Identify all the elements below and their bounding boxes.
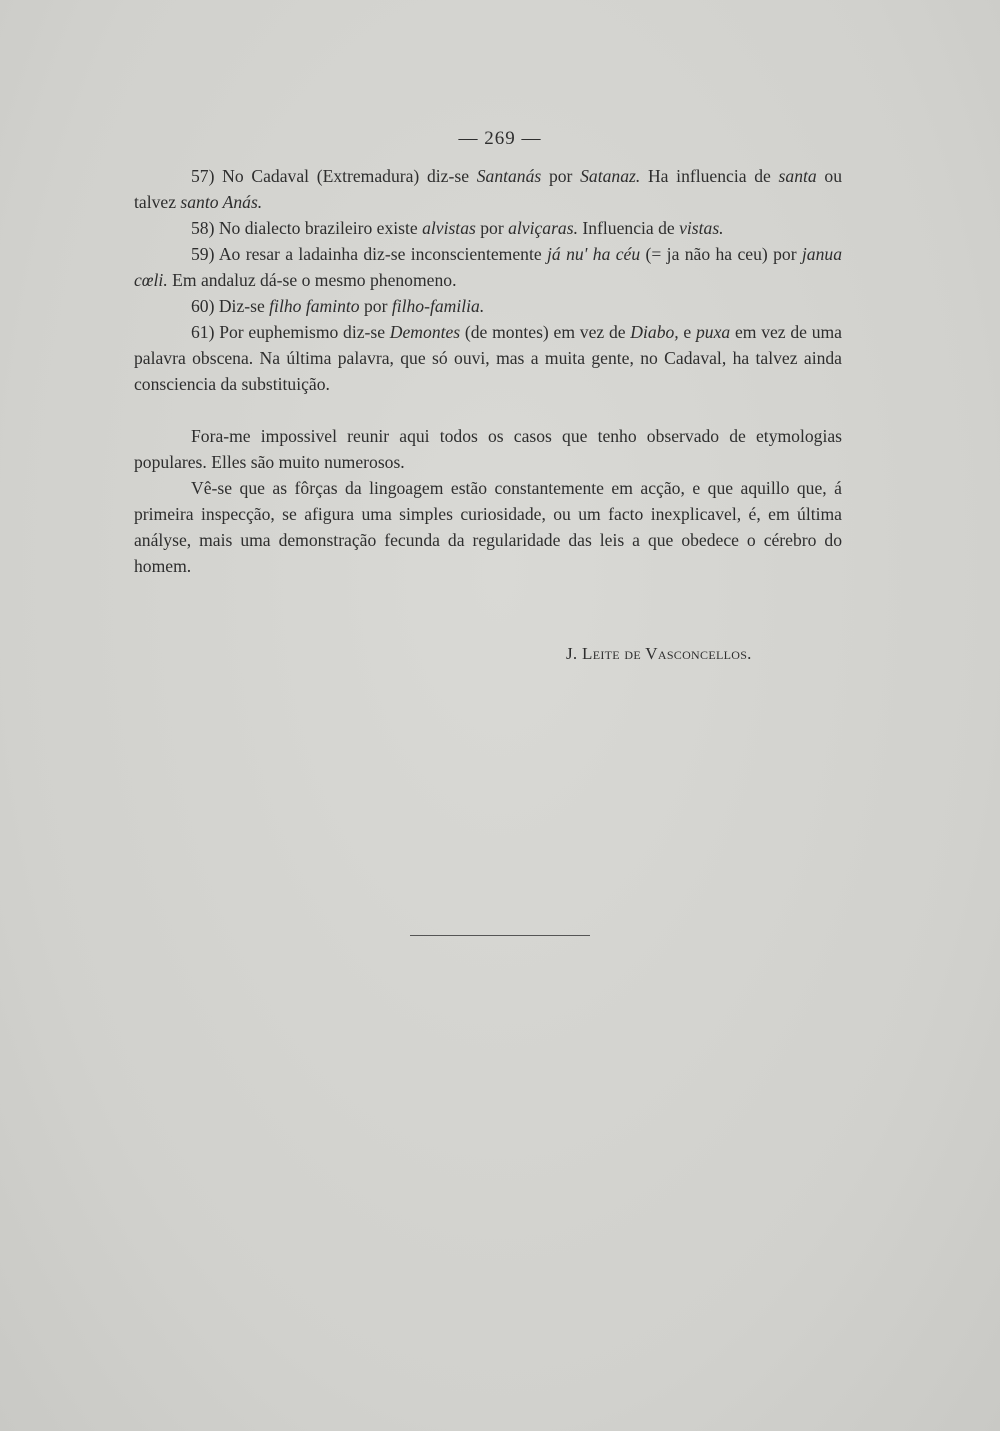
entry-57-italic: Satanaz. (580, 166, 641, 186)
paragraph-gap (134, 397, 842, 423)
entry-61 (134, 319, 842, 397)
entry-61-italic: puxa (696, 322, 731, 342)
conclusion-paragraph-2: Vê-se que as fôrças da lingoagem estão constantemente em acção, e que aquillo que, á primeira inspecção, se afigura uma simples curiosidade, ou um facto inexplicavel, é, em última anályse, mais uma demonstração fecunda da regularidade das leis a que obedece o cérebro do homem. (134, 478, 842, 576)
conclusion-paragraph-1: Fora-me impossivel reunir aqui todos os casos que tenho observado de etymologias populares. Elles são muito numerosos. (134, 426, 842, 472)
entry-57-italic: Santanás (476, 166, 542, 186)
entry-58-text: 58) No dialecto brazileiro existe (191, 218, 423, 238)
entry-57-text: 57) No Cadaval (Extremadura) diz-se (191, 166, 477, 186)
entry-58-text: Influencia de (577, 218, 680, 238)
entry-59-text: (= ja não ha ceu) por (640, 244, 802, 264)
body-text (134, 163, 842, 579)
entry-60 (134, 293, 842, 319)
entry-61-italic: Diabo, (630, 322, 679, 342)
entry-58-text: por (475, 218, 509, 238)
entry-59 (134, 241, 842, 293)
entry-60-italic: filho-familia. (391, 296, 485, 316)
entry-59-italic: já nu' ha céu (547, 244, 641, 264)
entry-60-text: por (359, 296, 392, 316)
author-signature: J. Leite de Vasconcellos. (566, 644, 752, 663)
end-rule (410, 935, 590, 936)
entry-57-italic: santa (778, 166, 817, 186)
entry-61-italic: Demontes (389, 322, 461, 342)
entry-60-text: 60) Diz-se (191, 296, 270, 316)
entry-58-italic: vistas. (679, 218, 724, 238)
entry-58 (134, 215, 842, 241)
entry-59-text: Em andaluz dá-se o mesmo phenomeno. (167, 270, 457, 290)
entry-59-text: 59) Ao resar a ladainha diz-se inconscientemente (191, 244, 548, 264)
entry-59-italic: janua cœli. (134, 244, 842, 290)
entry-57-text: Ha influencia de (640, 166, 779, 186)
entry-58-italic: alvistas (422, 218, 476, 238)
entry-57-text: ou talvez (134, 166, 842, 212)
entry-57-text: por (541, 166, 581, 186)
entry-58-italic: alviçaras. (508, 218, 578, 238)
entry-61-text: e (678, 322, 696, 342)
entry-61-text: em vez de uma palavra obscena. Na última palavra, que só ouvi, mas a muita gente, no Cadaval, ha talvez ainda consciencia da substituição. (134, 322, 842, 394)
entry-60-italic: filho faminto (269, 296, 360, 316)
entry-57 (134, 163, 842, 215)
page-number: — 269 — (458, 128, 542, 149)
entry-57-italic: santo Anás. (180, 192, 263, 212)
entry-61-text: 61) Por euphemismo diz-se (191, 322, 390, 342)
entry-61-text: (de montes) em vez de (460, 322, 631, 342)
